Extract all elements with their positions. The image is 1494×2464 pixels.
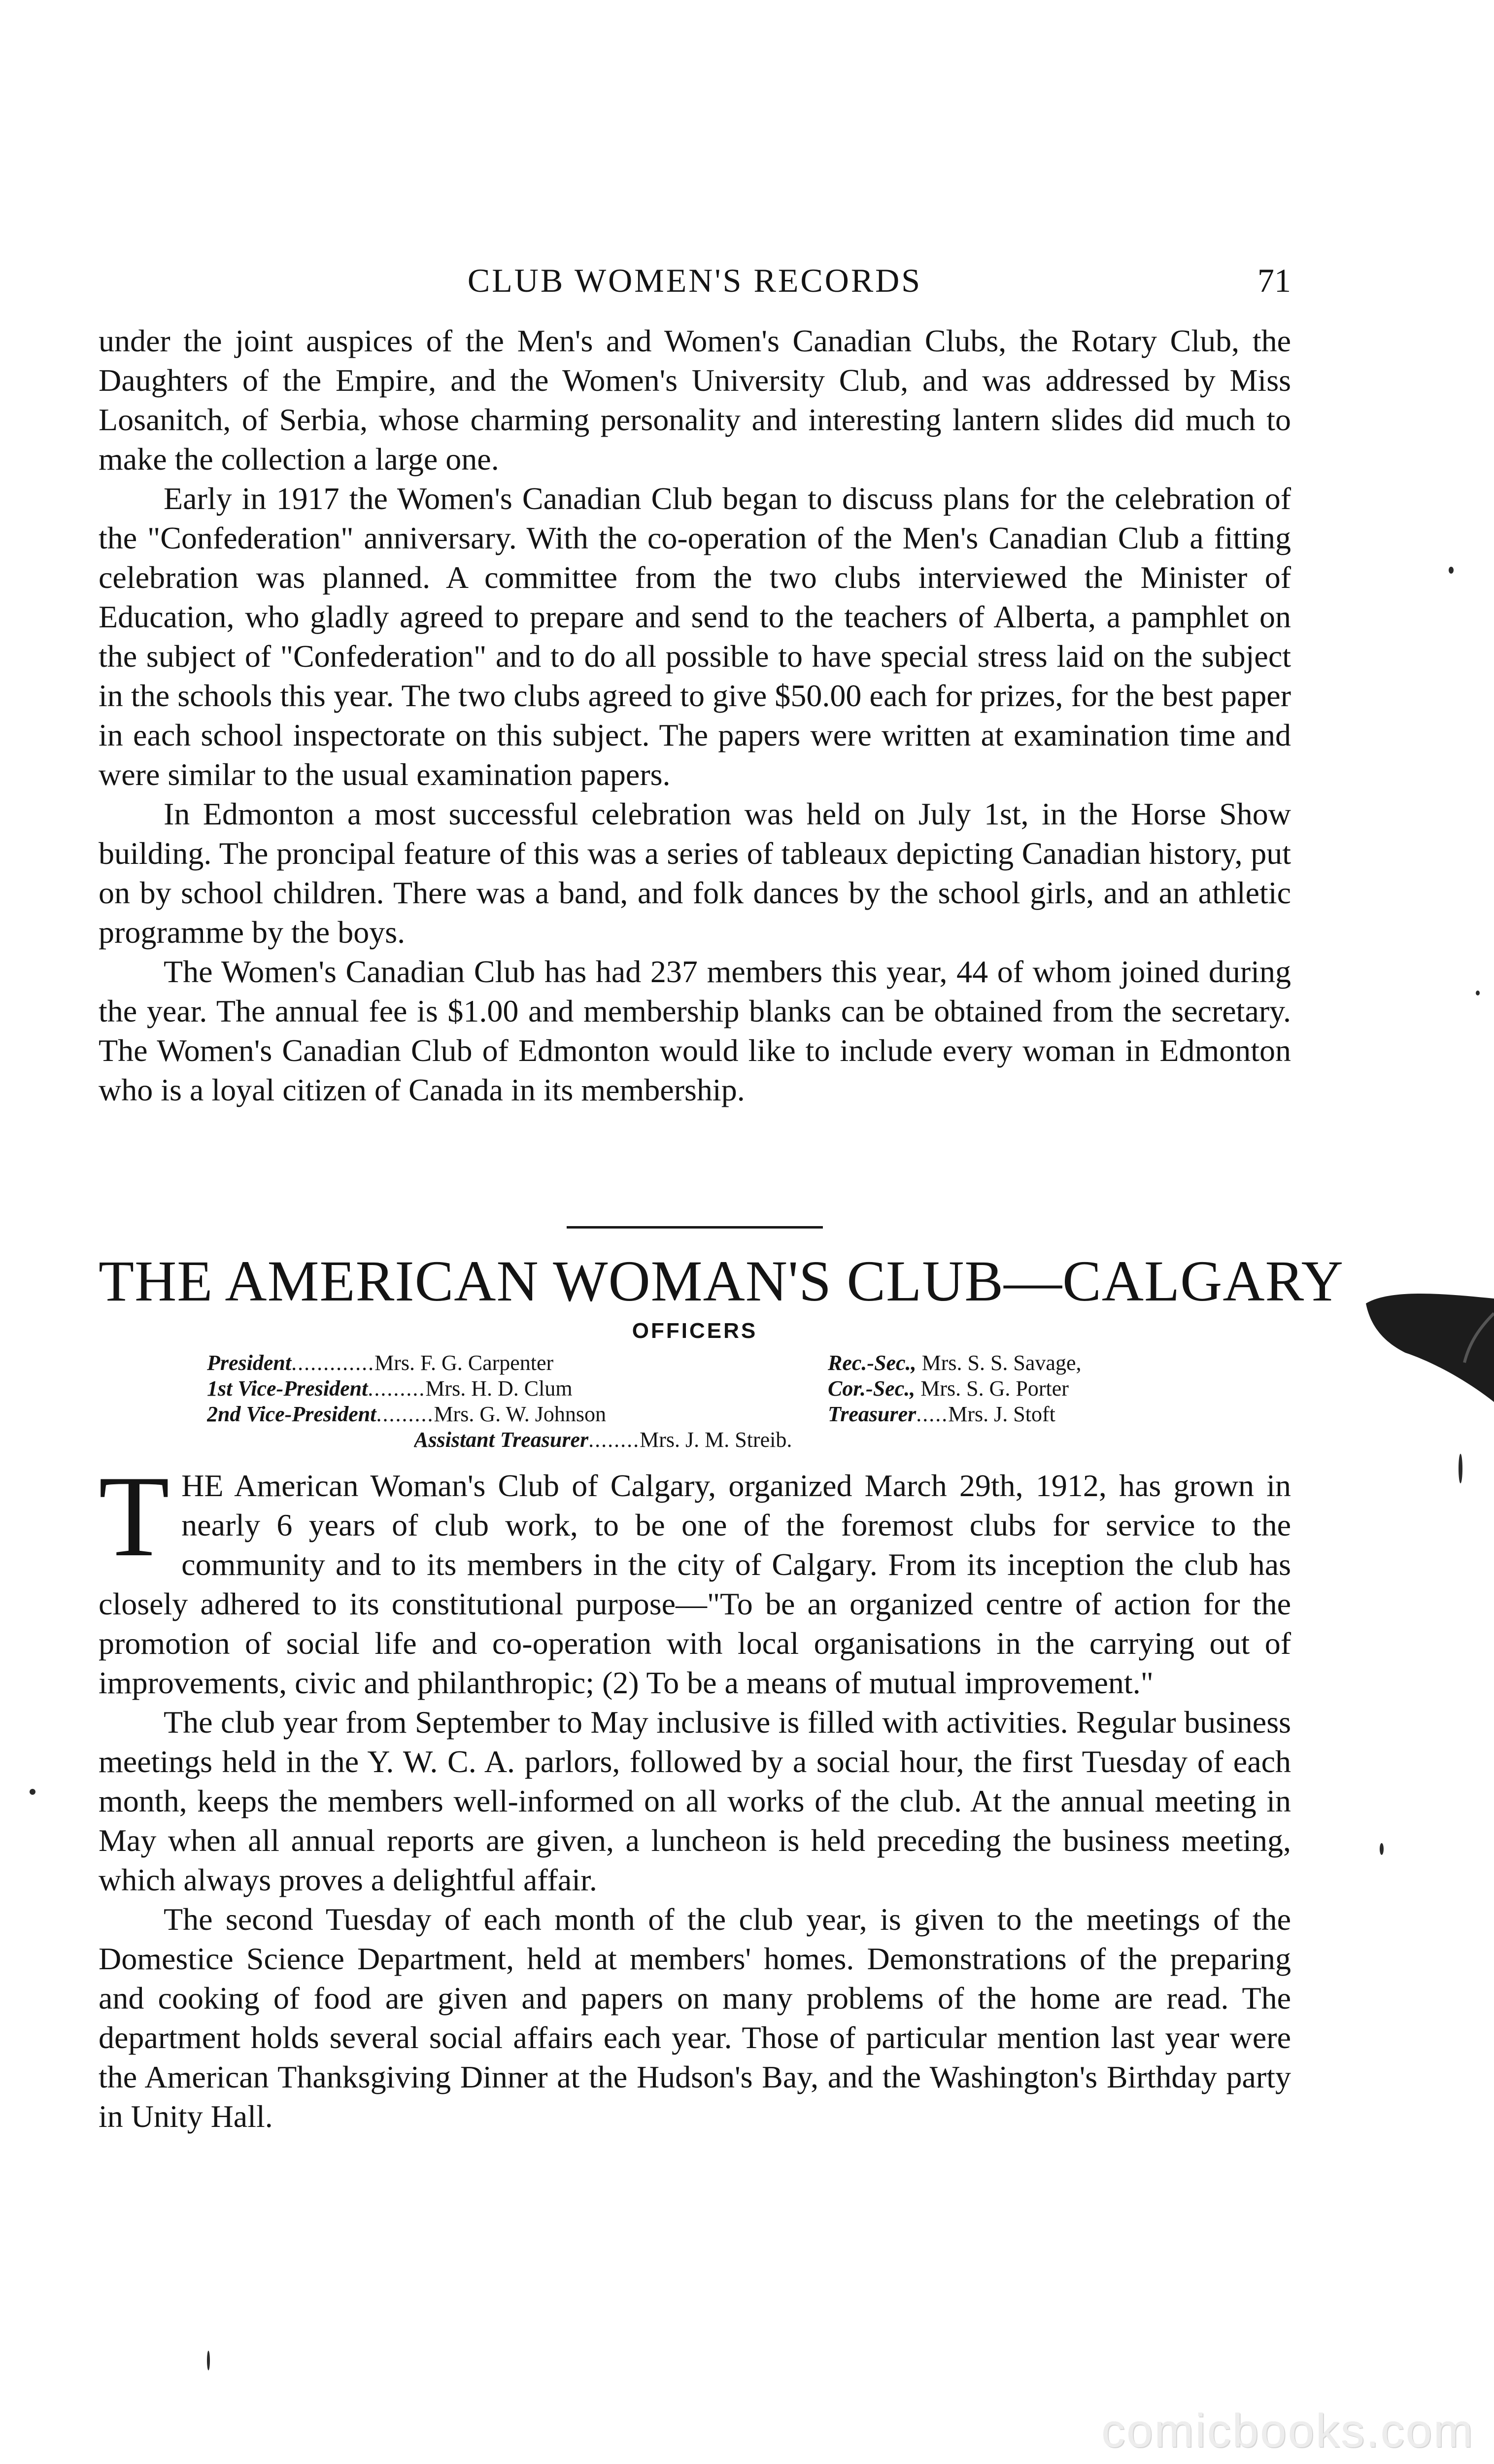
officer-role: Cor.-Sec.,	[828, 1376, 916, 1401]
officer-entry: 2nd Vice-President.........Mrs. G. W. Johnson	[207, 1402, 607, 1426]
calgary-club-text	[99, 1452, 1291, 2136]
officers-row	[207, 1376, 1202, 1402]
scan-speck	[1459, 1454, 1462, 1483]
margin-ink-blot	[1346, 1284, 1494, 1412]
officer-entry	[828, 1376, 1202, 1402]
officer-name: Mrs. S. S. Savage,	[921, 1351, 1082, 1375]
officer-name: Mrs. J. Stoft	[948, 1402, 1055, 1426]
section-divider	[567, 1226, 823, 1229]
paragraph: The club year from September to May inclusive is filled with activities. Regular business meetings held in the Y. W. C. A. parlors, followed by a social hour, the first Tuesday of each month, keeps the members well-informed on all works of the club. At the annual meeting in May when all annual reports are given, a luncheon is held preceding the business meeting, which always proves a delightful affair.	[99, 1705, 1291, 1897]
officer-entry: Treasurer.....Mrs. J. Stoft	[828, 1402, 1055, 1426]
officers-row	[207, 1427, 1202, 1453]
officer-role: President	[207, 1351, 292, 1375]
scan-speck	[30, 1789, 35, 1795]
officers-row	[207, 1350, 1202, 1376]
officer-role: 2nd Vice-President	[207, 1402, 376, 1426]
officers-heading: OFFICERS	[632, 1319, 758, 1343]
officers-list	[207, 1350, 1202, 1453]
officer-role: 1st Vice-President	[207, 1376, 368, 1401]
officers-row	[207, 1402, 1202, 1427]
edmonton-club-text	[99, 321, 1291, 1110]
officer-name: Mrs. G. W. Johnson	[434, 1402, 607, 1426]
officer-name: Mrs. H. D. Clum	[425, 1376, 573, 1401]
opening-paragraph	[99, 1452, 1291, 1703]
officer-role: Rec.-Sec.,	[828, 1351, 917, 1375]
paragraph: under the joint auspices of the Men's and Women's Canadian Clubs, the Rotary Club, the Daughters of the Empire, and the Women's University Club, and was addressed by Miss Losanitch, of Serbia, whose charming personality and interesting lantern slides did much to make the collection a large one.	[99, 323, 1291, 477]
drop-cap: T	[99, 1452, 170, 1581]
opening-paragraph-text: HE American Woman's Club of Calgary, organized March 29th, 1912, has grown in nearly 6 years of club work, to be one of the foremost clubs for service to the community and to its members in the city of Calgary. From its inception the club has closely adhered to its constitutional purpose—"To be an organized centre of action for the promotion of social life and co-operation with local organisations in the carrying out of improvements, civic and philanthropic; (2) To be a means of mutual improvement."	[99, 1468, 1291, 1700]
officer-name: Mrs. J. M. Streib.	[640, 1428, 792, 1452]
running-head: CLUB WOMEN'S RECORDS	[467, 262, 922, 299]
page-header	[99, 261, 1291, 306]
officer-entry: Assistant Treasurer........Mrs. J. M. Streib.	[414, 1428, 792, 1452]
paragraph: Early in 1917 the Women's Canadian Club began to discuss plans for the celebration of the "Confederation" anniversary. With the co-operation of the Men's Canadian Club a fitting celebration was planned. A committee from the two clubs interviewed the Minister of Education, who gladly agreed to prepare and send to the teachers of Alberta, a pamphlet on the subject of "Confederation" and to do all possible to have special stress laid on the subject in the schools this year. The two clubs agreed to give $50.00 each for prizes, for the best paper in each school inspectorate on this subject. The papers were written at examination time and were similar to the usual examination papers.	[99, 481, 1291, 792]
watermark: comicbooks.com	[1101, 2404, 1474, 2457]
scan-speck	[207, 2351, 210, 2370]
officer-role: Treasurer	[828, 1402, 917, 1426]
officer-name: Mrs. F. G. Carpenter	[374, 1351, 554, 1375]
officer-entry	[828, 1350, 1202, 1376]
scan-speck	[1449, 567, 1454, 574]
paragraph: The Women's Canadian Club has had 237 members this year, 44 of whom joined during the year. The annual fee is $1.00 and membership blanks can be obtained from the secretary. The Women's Canadian Club of Edmonton would like to include every woman in Edmonton who is a loyal citizen of Canada in its membership.	[99, 954, 1291, 1107]
scan-speck	[1476, 991, 1480, 995]
section-title: THE AMERICAN WOMAN'S CLUB—CALGARY	[99, 1249, 1344, 1313]
officer-entry: 1st Vice-President.........Mrs. H. D. Clum	[207, 1376, 573, 1401]
officer-entry: President.............Mrs. F. G. Carpenter	[207, 1351, 554, 1375]
page-number: 71	[1257, 262, 1291, 299]
paragraph: In Edmonton a most successful celebration was held on July 1st, in the Horse Show building. The proncipal feature of this was a series of tableaux depicting Canadian history, put on by school children. There was a band, and folk dances by the school girls, and an athletic programme by the boys.	[99, 796, 1291, 950]
officer-role: Assistant Treasurer	[414, 1428, 589, 1452]
paragraph: The second Tuesday of each month of the club year, is given to the meetings of the Domestice Science Department, held at members' homes. Demonstrations of the preparing and cooking of food are given and papers on many problems of the home are read. The department holds several social affairs each year. Those of particular mention last year were the American Thanksgiving Dinner at the Hudson's Bay, and the Washington's Birthday party in Unity Hall.	[99, 1902, 1291, 2134]
officer-name: Mrs. S. G. Porter	[920, 1376, 1069, 1401]
scan-speck	[1380, 1843, 1384, 1855]
